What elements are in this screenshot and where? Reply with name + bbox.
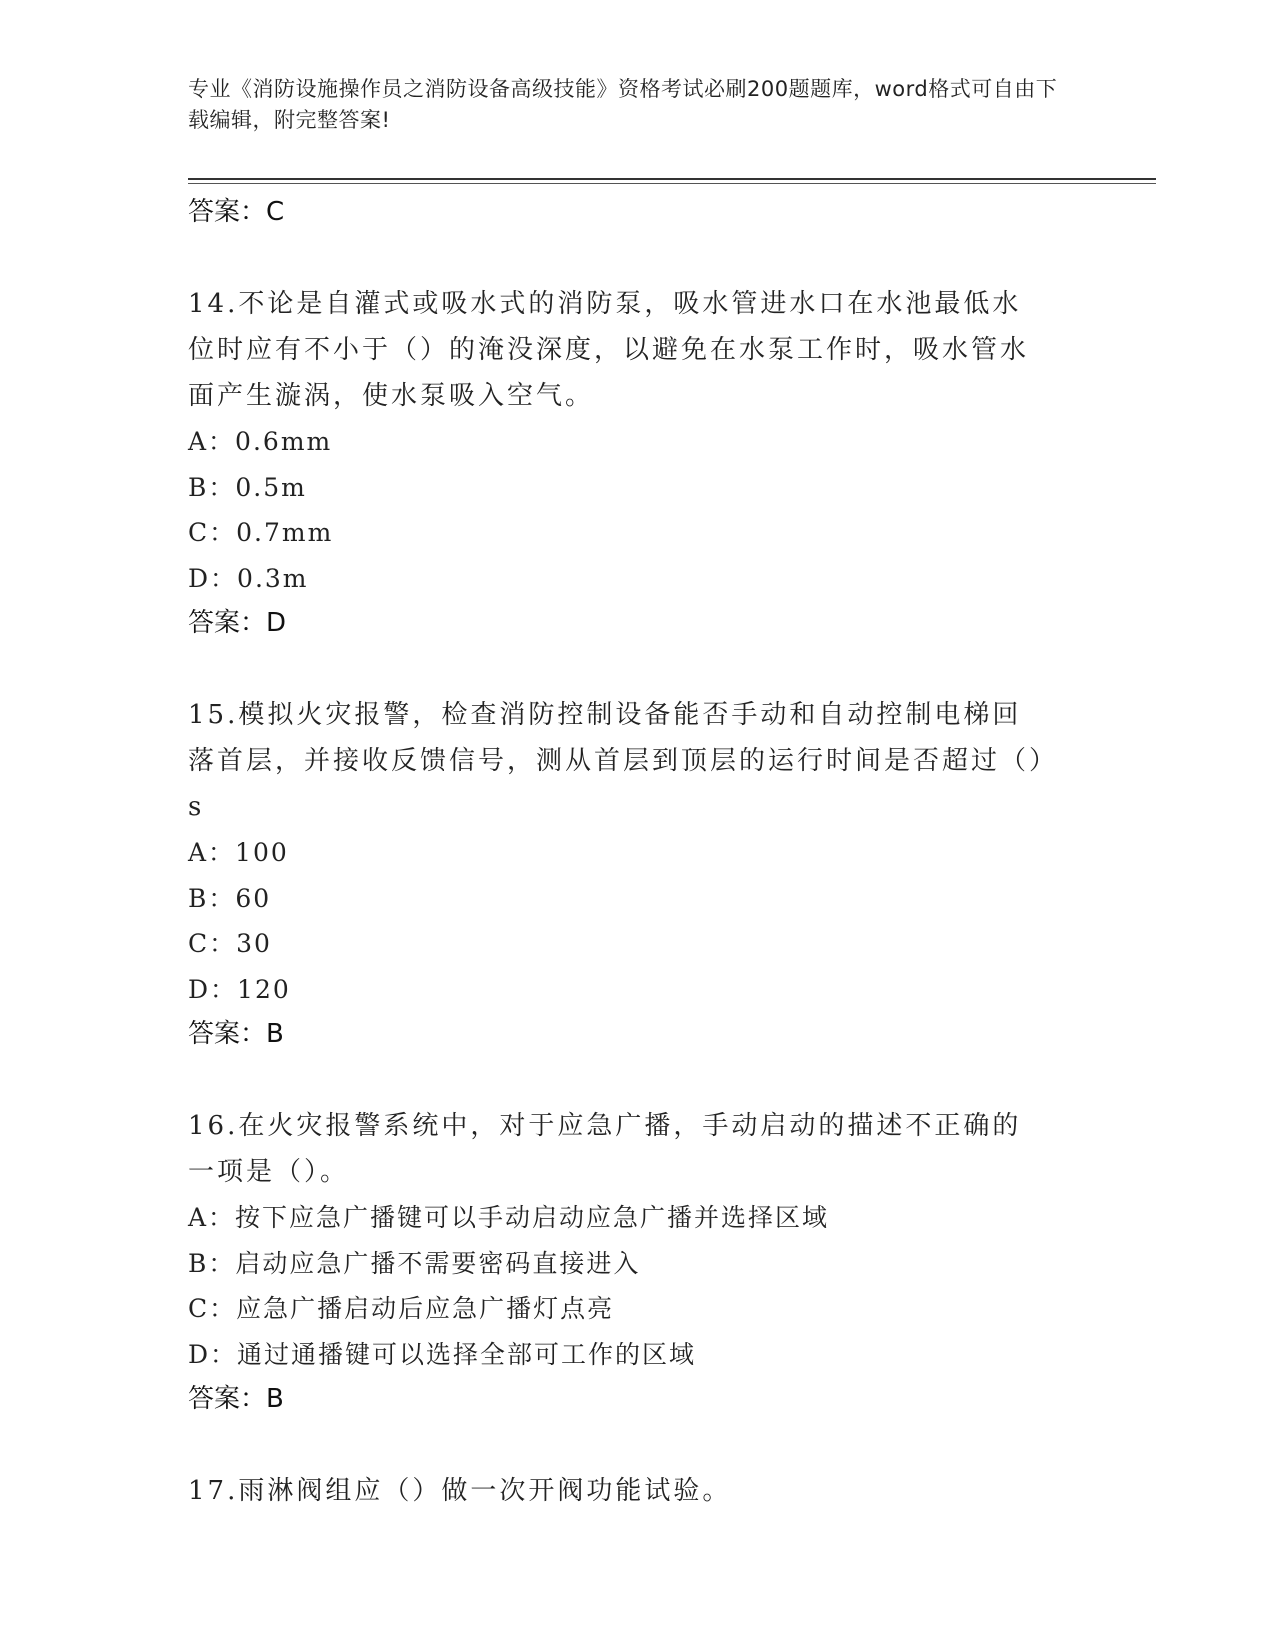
answer-line: 答案：C — [188, 197, 285, 227]
option-b: B：0.5m — [188, 472, 307, 502]
header-rule-thick — [188, 178, 1156, 180]
question-text: 16.在火灾报警系统中，对于应急广播，手动启动的描述不正确的一项是（）。 — [188, 1111, 1022, 1187]
option-c: C：0.7mm — [188, 518, 334, 547]
question-list — [188, 190, 1088, 1514]
option-d: D：0.3m — [188, 563, 309, 593]
question-text: 15.模拟火灾报警，检查消防控制设备能否手动和自动控制电梯回落首层，并接收反馈信号，测从首层到顶层的运行时间是否超过（）s — [188, 700, 1046, 822]
option-d: D：通过通播键可以选择全部可工作的区域 — [188, 1339, 697, 1369]
option-c: C：30 — [188, 929, 272, 958]
answer-line: 答案：B — [188, 1019, 284, 1049]
answer-line: 答案：B — [188, 1384, 284, 1414]
page-header: 专业《消防设施操作员之消防设备高级技能》资格考试必刷200题题库，word格式可自由下载编辑，附完整答案! — [188, 77, 1058, 132]
option-a: A：0.6mm — [188, 427, 333, 456]
option-d: D：120 — [188, 974, 291, 1004]
option-c: C：应急广播启动后应急广播灯点亮 — [188, 1294, 615, 1323]
option-b: B：启动应急广播不需要密码直接进入 — [188, 1248, 641, 1278]
question-text: 17.雨淋阀组应（）做一次开阀功能试验。 — [188, 1476, 732, 1506]
option-a: A：按下应急广播键可以手动启动应急广播并选择区域 — [188, 1203, 830, 1232]
answer-line: 答案：D — [188, 608, 287, 638]
header-rule-thin — [188, 183, 1156, 184]
option-a: A：100 — [188, 838, 289, 867]
question-text: 14.不论是自灌式或吸水式的消防泵，吸水管进水口在水池最低水位时应有不小于（）的淹没深度，以避免在水泵工作时，吸水管水面产生漩涡，使水泵吸入空气。 — [188, 289, 1030, 411]
option-b: B：60 — [188, 883, 272, 913]
